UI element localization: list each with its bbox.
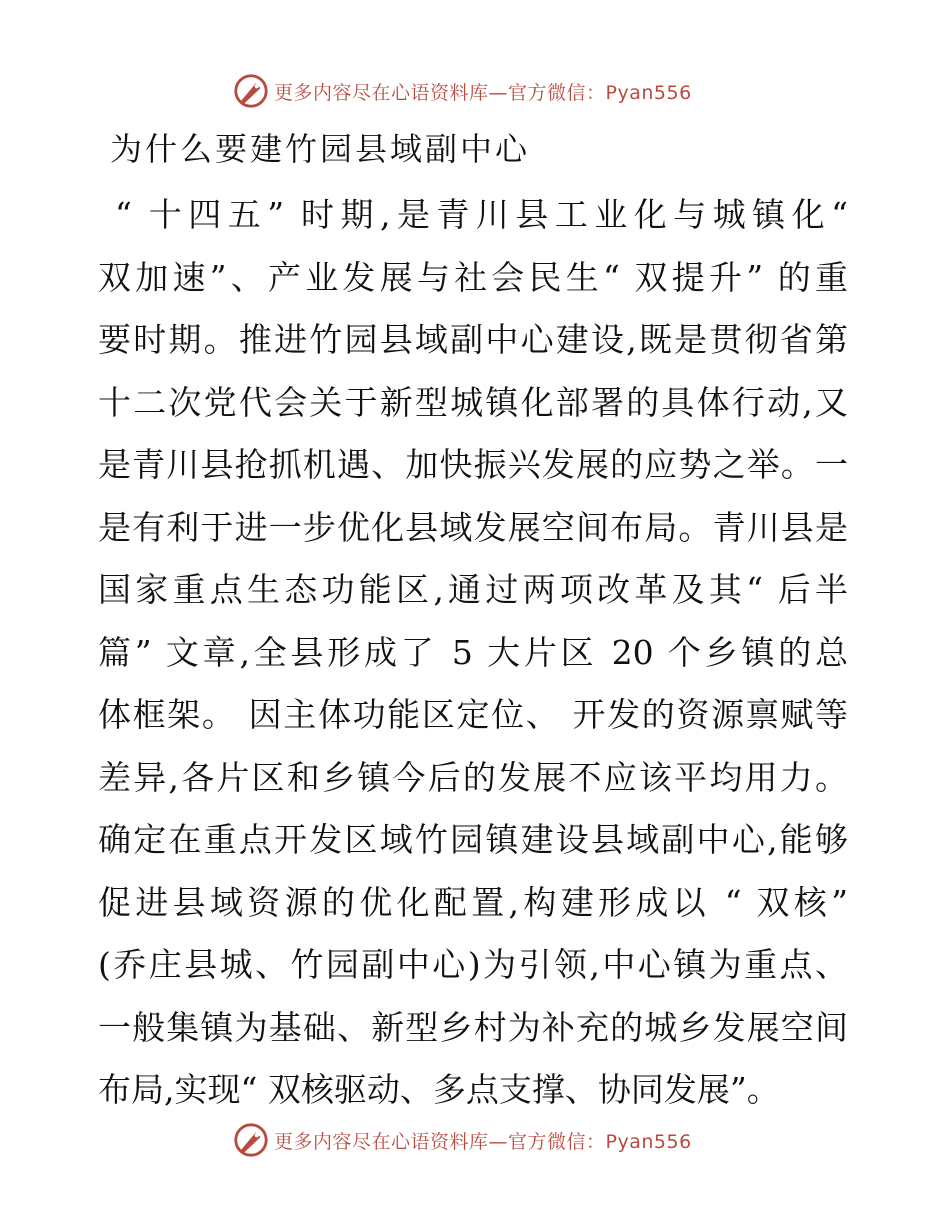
- text-line: 体框架。 因主体功能区定位、 开发的资源禀赋等: [98, 695, 848, 734]
- header-banner-text: 更多内容尽在心语资料库—官方微信：Pyan556: [274, 81, 692, 104]
- text-line: 促进县域资源的优化配置,构建形成以 “ 双核”: [98, 883, 848, 922]
- text-line: (乔庄县城、竹园副中心)为引领,中心镇为重点、: [98, 945, 848, 984]
- pen-nib-circle-icon: [232, 72, 270, 110]
- header-banner: [232, 72, 712, 110]
- text-line: 一般集镇为基础、新型乡村为补充的城乡发展空间: [98, 1008, 848, 1047]
- page-title: 为什么要建竹园县域副中心: [110, 130, 531, 168]
- text-line: 布局,实现“ 双核驱动、多点支撑、协同发展”。: [98, 1070, 780, 1109]
- text-line: 要时期。推进竹园县域副中心建设,既是贯彻省第: [98, 320, 848, 359]
- text-line: 篇” 文章,全县形成了 5 大片区 20 个乡镇的总: [98, 633, 848, 672]
- text-line: 是有利于进一步优化县域发展空间布局。青川县是: [98, 508, 848, 547]
- text-line: 十二次党代会关于新型城镇化部署的具体行动,又: [98, 383, 848, 422]
- footer-banner: [232, 1121, 712, 1159]
- pen-nib-circle-icon: [232, 1121, 270, 1159]
- text-line: 双加速”、产业发展与社会民生“ 双提升” 的重: [98, 258, 848, 297]
- footer-banner-text: 更多内容尽在心语资料库—官方微信：Pyan556: [274, 1130, 692, 1153]
- text-line: 国家重点生态功能区,通过两项改革及其“ 后半: [98, 570, 848, 609]
- text-line: 差异,各片区和乡镇今后的发展不应该平均用力。: [98, 758, 848, 797]
- text-line: 确定在重点开发区域竹园镇建设县域副中心,能够: [98, 820, 848, 859]
- text-line: “ 十四五” 时期,是青川县工业化与城镇化“: [98, 195, 848, 234]
- text-line: 是青川县抢抓机遇、加快振兴发展的应势之举。一: [98, 445, 848, 484]
